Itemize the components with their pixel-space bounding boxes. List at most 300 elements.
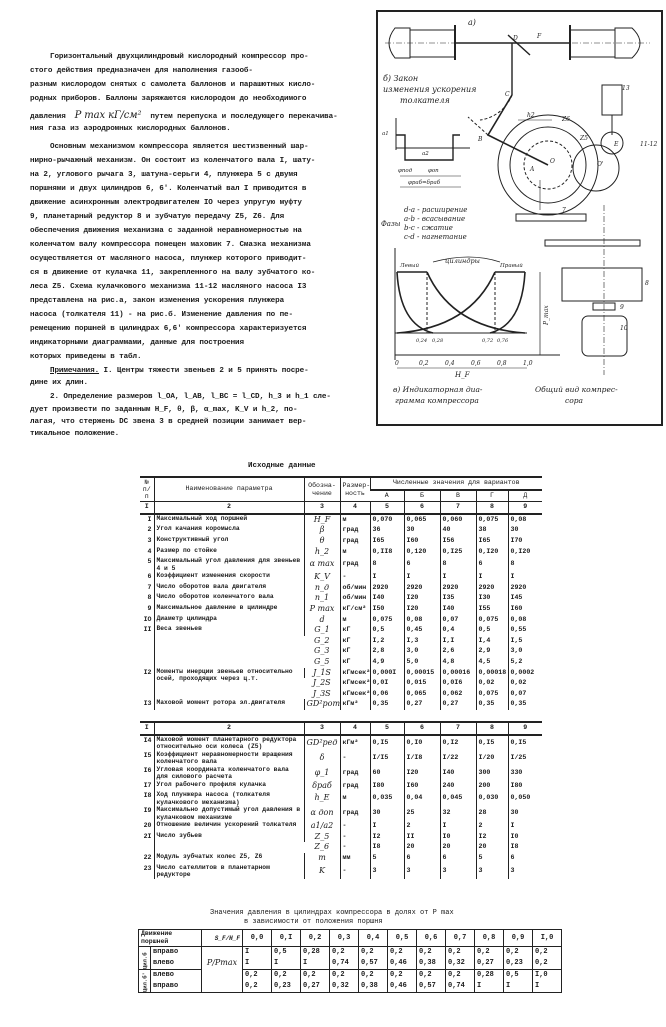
variant-value: I40	[440, 766, 476, 781]
variant-value: I/22	[440, 751, 476, 766]
column-number: 5	[370, 722, 404, 735]
variant-value: 2	[476, 821, 508, 832]
variant-value: 8	[508, 557, 542, 572]
variant-value: 2,8	[370, 646, 404, 657]
parameter-unit: кГм²	[340, 699, 370, 710]
row-number: 6	[147, 573, 152, 581]
variant-value: 0,075	[476, 689, 508, 700]
variant-value: I0	[508, 832, 542, 843]
table-row	[140, 668, 542, 679]
table-row	[140, 806, 542, 821]
pump-13	[602, 85, 622, 115]
pressure-value: 0,2	[243, 981, 272, 993]
variant-value: I45	[508, 593, 542, 604]
parameter-symbol: GD²рот	[304, 699, 340, 710]
text-line: коленчатом валу компрессора помещен маховик 7. Смазка механизма	[30, 241, 311, 249]
variant-value: I20	[404, 766, 440, 781]
text-line: леса Z5. Схема кулачкового механизма 11-12 масляного насоса I3	[30, 283, 307, 291]
pressure-value: 0,2	[243, 970, 272, 982]
variant-value: 6	[404, 853, 440, 864]
text-line: которых приведены в табл.	[30, 353, 142, 361]
axis-tick: 0,6	[471, 360, 481, 367]
text-line: ния газа из аэродромных кислородных баллонов.	[30, 125, 231, 133]
text-line: 2. Определение размеров l_OA, l_AB, l_BC = l_CD, h_3 и h_1 сле-	[50, 393, 331, 401]
parameter-symbol: α max	[304, 557, 340, 572]
parameter-unit: град	[340, 557, 370, 572]
row-number: 2I	[143, 832, 152, 840]
cylinder-label: Цил.б'	[139, 970, 151, 993]
pressure-value: 0,2	[330, 947, 359, 959]
variant-value: I8	[508, 842, 542, 853]
variant-value: I65	[370, 536, 404, 547]
text-line: индикаторными диаграммами, данные для построения	[30, 339, 244, 347]
variant-value: 3	[508, 864, 542, 879]
variant-value: 5	[476, 853, 508, 864]
variant-value: 0,075	[476, 514, 508, 526]
parameter-symbol: J_1S	[304, 668, 340, 679]
row-number: I	[147, 515, 152, 523]
parameter-name: Максимально допустимый угол давления в кулачковом механизме	[154, 806, 304, 821]
variant-value: I	[508, 572, 542, 583]
text-line: обеспечения движения механизма с заданной неравномерностью на	[30, 227, 302, 235]
variant-value: 0,06	[370, 689, 404, 700]
parameter-symbol: δ	[304, 751, 340, 766]
row-number: I7	[143, 781, 152, 789]
variant-value: 8	[370, 557, 404, 572]
label-h2: h2	[527, 112, 535, 119]
cam-11	[601, 132, 623, 154]
point-d: D	[513, 35, 518, 42]
pressure-value: 0,46	[388, 958, 417, 970]
table-row	[140, 514, 542, 526]
text-line: осуществляется от масляного насоса, плунжер которого приводит-	[30, 255, 307, 263]
pressure-value: 0,38	[359, 981, 388, 993]
variant-value: 2920	[508, 583, 542, 594]
variant-value: I/25	[508, 751, 542, 766]
parameter-symbol: h_2	[304, 547, 340, 558]
parameter-symbol: n_д	[304, 583, 340, 594]
pressure-value: 0,2	[388, 970, 417, 982]
pressure-value: 0,2	[533, 947, 562, 959]
text-fragment: путем перепуска и последующего перекачива-	[150, 113, 338, 121]
variant-value: 2920	[440, 583, 476, 594]
variant-value: I/20	[476, 751, 508, 766]
table-row	[140, 751, 542, 766]
variant-value: I0	[440, 832, 476, 843]
row-number: II	[143, 626, 152, 634]
row-number: 23	[143, 864, 152, 872]
table-row	[140, 832, 542, 843]
variant-value: 0,4	[440, 625, 476, 636]
variant-value: 0,000I	[370, 668, 404, 679]
fig-b-label: толкателя	[400, 96, 450, 105]
column-numbers	[140, 722, 542, 735]
parameter-unit: -	[340, 751, 370, 766]
parameter-name: Максимальный ход поршней	[154, 514, 304, 526]
text-line: насоса (толкателя 11) - на рис.б. Изменение давления по пе-	[30, 311, 293, 319]
table-row	[140, 615, 542, 626]
parameter-name: Размер по стойке	[154, 547, 304, 558]
text-line: 9, планетарный редуктор 8 и зубчатую передачу Z5, Z6. Для	[30, 213, 285, 221]
pressure-value: 0,28	[475, 970, 504, 982]
parameter-name: Диаметр цилиндра	[154, 615, 304, 626]
direction-label: влево	[151, 958, 202, 970]
table-row	[140, 766, 542, 781]
parameter-unit: град	[340, 536, 370, 547]
variant-value: I30	[476, 593, 508, 604]
column-number: 9	[508, 502, 542, 514]
text-line: поршнями и двух цилиндров 6, 6'. Коленчатый вал I приводится в	[30, 185, 307, 193]
variant-value: 0,035	[370, 791, 404, 806]
parameter-unit: м	[340, 547, 370, 558]
label-coupling: 9	[620, 304, 624, 311]
column-number: 7	[440, 722, 476, 735]
variant-header: А	[370, 490, 404, 502]
variant-value: 0,0I6	[440, 678, 476, 689]
variant-value: 0,I5	[508, 735, 542, 751]
phase: a-b - всасывание	[404, 215, 466, 223]
pressure-value: 0,2	[446, 947, 475, 959]
general-view	[516, 205, 642, 375]
parameter-unit: кГ	[340, 625, 370, 636]
header-name: Наименование параметра	[154, 477, 304, 502]
table-row	[140, 557, 542, 572]
table-row	[140, 625, 542, 636]
variant-value: 60	[370, 766, 404, 781]
column-number: 5	[370, 502, 404, 514]
variant-value: II	[404, 832, 440, 843]
table3-title: Значения давления в цилиндрах компрессора в долях от P max	[210, 909, 454, 917]
position-header: 0,6	[417, 930, 446, 947]
pmax-formula: P max кГ/см²	[74, 110, 142, 121]
variant-value: 4,9	[370, 657, 404, 668]
variant-value: I8	[370, 842, 404, 853]
source-data-table	[140, 476, 542, 710]
variant-value: 5	[370, 853, 404, 864]
direction-label: вправо	[151, 947, 202, 959]
variant-value: 3	[404, 864, 440, 879]
variant-value: 5,2	[508, 657, 542, 668]
variant-value: 4,5	[476, 657, 508, 668]
column-number: I	[140, 722, 154, 735]
pressure-value: 0,2	[475, 947, 504, 959]
parameter-unit: об/мин	[340, 593, 370, 604]
pressure-value: 0,23	[272, 981, 301, 993]
row-number: I9	[143, 807, 152, 815]
rocker-arc	[480, 95, 512, 120]
position-header: 0,2	[301, 930, 330, 947]
variant-value: 2,6	[440, 646, 476, 657]
row-number: 3	[147, 536, 152, 544]
row-number: 9	[147, 604, 152, 612]
table-row	[140, 572, 542, 583]
source-data-table-continued	[140, 721, 542, 879]
parameter-name: Число зубьев	[154, 832, 304, 853]
label-phi-fall: φоп	[428, 168, 439, 174]
parameter-symbol: n_1	[304, 593, 340, 604]
table-row	[140, 853, 542, 864]
parameter-name: Угол качания коромысла	[154, 525, 304, 536]
column-number: 9	[508, 722, 542, 735]
parameter-unit: кГм²	[340, 735, 370, 751]
variant-value: 0,00018	[476, 668, 508, 679]
pressure-value: I	[272, 958, 301, 970]
column-number: 6	[404, 722, 440, 735]
parameter-symbol: G_3	[314, 646, 330, 656]
position-header: 0,I	[272, 930, 301, 947]
parameter-symbol: a1/a2	[304, 821, 340, 832]
parameter-unit: об/мин	[340, 583, 370, 594]
variant-value: 0,065	[404, 514, 440, 526]
position-header: 0,5	[388, 930, 417, 947]
row-number: I8	[143, 792, 152, 800]
variant-value: I	[440, 821, 476, 832]
pressure-value: 0,46	[388, 981, 417, 993]
point-a: A	[530, 166, 535, 173]
variant-value: 3	[440, 864, 476, 879]
ratio-label: P/Pmax	[202, 947, 243, 993]
parameter-name: Угловая координата коленчатого вала для силового расчета	[154, 766, 304, 781]
pressure-value: 0,2	[533, 958, 562, 970]
variant-header: В	[440, 490, 476, 502]
parameter-symbol: δраб	[304, 781, 340, 792]
variant-value: 0,00016	[440, 668, 476, 679]
parameter-symbol: d	[304, 615, 340, 626]
parameter-name: Конструктивный угол	[154, 536, 304, 547]
row-number: 22	[143, 853, 152, 861]
position-header: 0,7	[446, 930, 475, 947]
pressure-value: 0,23	[504, 958, 533, 970]
table-row	[140, 536, 542, 547]
variant-value: 0,00015	[404, 668, 440, 679]
label-reducer: 8	[645, 280, 649, 287]
header-ratio-sf-hf: S_F/H_F	[202, 930, 243, 947]
parameter-symbol: G_1	[304, 625, 340, 636]
variant-value: 20	[404, 842, 440, 853]
parameter-unit: м	[340, 514, 370, 526]
row-number: IO	[143, 615, 152, 623]
variant-value: 6	[440, 853, 476, 864]
variant-value: 0,45	[404, 625, 440, 636]
variant-value: 0,120	[404, 547, 440, 558]
column-number: 8	[476, 502, 508, 514]
text-line: разным кислородом снятых с самолета баллонов и парашютных кисло-	[30, 81, 316, 89]
pressure-value: I	[243, 958, 272, 970]
parameter-unit: м	[340, 615, 370, 626]
acceleration-plot	[396, 118, 470, 187]
variant-value: I,I	[440, 636, 476, 647]
variant-value: 8	[440, 557, 476, 572]
variant-value: 0,0I	[370, 678, 404, 689]
table-row	[140, 525, 542, 536]
general-view-caption: сора	[565, 396, 583, 405]
parameter-unit: кГ	[340, 657, 370, 668]
right-cylinder-label: Правый	[500, 263, 523, 269]
mark: 0,28	[432, 338, 444, 344]
pressure-value: 0,5	[504, 970, 533, 982]
mark: 0,76	[497, 338, 509, 344]
parameter-name: Максимальный угол давления для звеньев 4 и 5	[154, 557, 304, 572]
variant-value: 5,0	[404, 657, 440, 668]
variant-value: 30	[404, 525, 440, 536]
header-number: № п/п	[140, 477, 154, 502]
variant-value: 38	[476, 525, 508, 536]
label-cam: 11-12	[640, 141, 658, 148]
variant-value: I	[476, 572, 508, 583]
text-line: нирно-рычажный механизм. Он состоит из коленчатого вала I, шату-	[30, 157, 316, 165]
variant-value: I	[440, 572, 476, 583]
parameter-unit: град	[340, 766, 370, 781]
pressure-value: 0,2	[359, 970, 388, 982]
variant-value: 0,075	[476, 615, 508, 626]
parameter-name: Угол рабочего профиля кулачка	[154, 781, 304, 792]
label-a1: a1	[382, 131, 389, 137]
pressure-value: 0,57	[359, 958, 388, 970]
variant-value: 0,015	[404, 678, 440, 689]
row-number: 4	[147, 547, 152, 555]
variant-value: 0,02	[476, 678, 508, 689]
variant-value: 0,060	[440, 514, 476, 526]
parameter-unit: -	[340, 864, 370, 879]
variant-value: I	[404, 572, 440, 583]
parameter-symbol: Z_5	[304, 832, 340, 843]
column-number: 8	[476, 722, 508, 735]
parameter-unit: кГмсек²	[340, 668, 370, 679]
right-cylinder	[570, 25, 640, 60]
parameter-name: Маховой момент планетарного редуктора относительно оси колеса (Z5)	[154, 735, 304, 751]
label-z6: Z6	[562, 116, 570, 123]
parameter-symbol: h_E	[304, 791, 340, 806]
row-number: I6	[143, 766, 152, 774]
variant-value: I/I5	[370, 751, 404, 766]
text-line	[30, 110, 338, 121]
row-number: I2	[143, 668, 152, 676]
table-header	[140, 477, 542, 490]
label-flywheel: 7	[562, 207, 566, 214]
parameter-name: Число оборотов коленчатого вала	[154, 593, 304, 604]
variant-value: 6	[476, 557, 508, 572]
row-number: 20	[143, 822, 152, 830]
variant-value: 40	[440, 525, 476, 536]
variant-value: 3	[370, 864, 404, 879]
variant-value: I20	[404, 604, 440, 615]
variant-value: 0,5	[476, 625, 508, 636]
variant-value: 3	[476, 864, 508, 879]
variant-value: 6	[508, 853, 542, 864]
table-row	[140, 821, 542, 832]
pressure-value: 0,38	[417, 958, 446, 970]
text-line: дине их длин.	[30, 379, 88, 387]
variant-value: I,3	[404, 636, 440, 647]
text-line: лагая, что стержень DC звена 3 в средней позиции занимает вер-	[30, 418, 307, 426]
pressure-value: 0,27	[475, 958, 504, 970]
axis-tick: 0,8	[497, 360, 507, 367]
variant-value: 20	[440, 842, 476, 853]
drawing-svg	[378, 12, 665, 428]
point-c: C	[505, 91, 510, 98]
left-cylinder-label: Левый	[400, 263, 420, 269]
variant-value: 2920	[476, 583, 508, 594]
parameter-symbol: G_2	[314, 635, 330, 645]
parameter-unit: кГмсек²	[340, 678, 370, 689]
parameter-name: Коэффициент неравномерности вращения коленчатого вала	[154, 751, 304, 766]
parameter-name: Ход плунжера насоса (толкателя кулачкового механизма)	[154, 791, 304, 806]
variant-value: 330	[508, 766, 542, 781]
pressure-value: I	[475, 981, 504, 993]
fig-a-label: а)	[468, 18, 476, 27]
variant-value: I56	[440, 536, 476, 547]
table-row	[140, 583, 542, 594]
variant-value: 0,08	[404, 615, 440, 626]
variant-value: I65	[476, 536, 508, 547]
variant-value: I40	[440, 604, 476, 615]
column-number: 7	[440, 502, 476, 514]
table-row	[140, 699, 542, 710]
parameter-unit: -	[340, 832, 370, 843]
variant-value: 0,062	[440, 689, 476, 700]
parameter-symbol: H_F	[304, 514, 340, 526]
parameter-name: Число оборотов вала двигателя	[154, 583, 304, 594]
notes-title: Примечания.	[50, 367, 100, 375]
phases-label: Фазы	[381, 220, 401, 228]
pmax-label: P_max	[543, 305, 550, 325]
table2-body	[140, 735, 542, 879]
header-piston-motion: Движение поршней	[139, 930, 202, 947]
variant-value: 0,075	[370, 615, 404, 626]
column-number: 6	[404, 502, 440, 514]
variant-value: 0,04	[404, 791, 440, 806]
phase: d-a - расширение	[404, 206, 468, 214]
pressure-value: 0,32	[330, 981, 359, 993]
column-number: 2	[154, 502, 304, 514]
pressure-value: 0,57	[417, 981, 446, 993]
variant-value: 0,5	[370, 625, 404, 636]
mechanism-drawing	[376, 10, 663, 426]
text-line: родных приборов. Баллоны заряжаются кислородом до необходимого	[30, 95, 307, 103]
parameter-symbol: Z_6	[314, 842, 330, 852]
mark: 0,72	[482, 338, 494, 344]
label-motor: 10	[620, 325, 628, 332]
axis-tick: 1,0	[523, 360, 533, 367]
row-number: I5	[143, 751, 152, 759]
pressure-value: 0,2	[417, 947, 446, 959]
variant-value: I,5	[508, 636, 542, 647]
general-view-caption: Общий вид компрес-	[535, 385, 618, 394]
variant-value: 0,08	[508, 615, 542, 626]
variant-value: 0,35	[508, 699, 542, 710]
variant-value: I40	[370, 593, 404, 604]
point-o: O	[550, 158, 555, 165]
pressure-value: 0,2	[417, 970, 446, 982]
parameter-symbol: P max	[304, 604, 340, 615]
parameter-unit: град	[340, 781, 370, 792]
text-line	[50, 367, 309, 375]
variant-value: I55	[476, 604, 508, 615]
mark: 0,24	[416, 338, 428, 344]
fig-c-caption: грамма компрессора	[395, 396, 479, 405]
label-pump: 13	[622, 85, 630, 92]
variant-header: Д	[508, 490, 542, 502]
fig-c-caption: в) Индикаторная диа-	[393, 385, 483, 394]
variant-value: 25	[404, 806, 440, 821]
parameter-name: Модуль зубчатых колес Z5, Z6	[154, 853, 304, 864]
text-line: на 2, углового рычага 3, шатуна-серьги 4, плунжера 5 с двумя	[30, 171, 298, 179]
label-a2: a2	[422, 151, 429, 157]
column-numbers	[140, 502, 542, 514]
variant-value: 0,050	[508, 791, 542, 806]
variant-value: 0,55	[508, 625, 542, 636]
row-number: I4	[143, 736, 152, 744]
